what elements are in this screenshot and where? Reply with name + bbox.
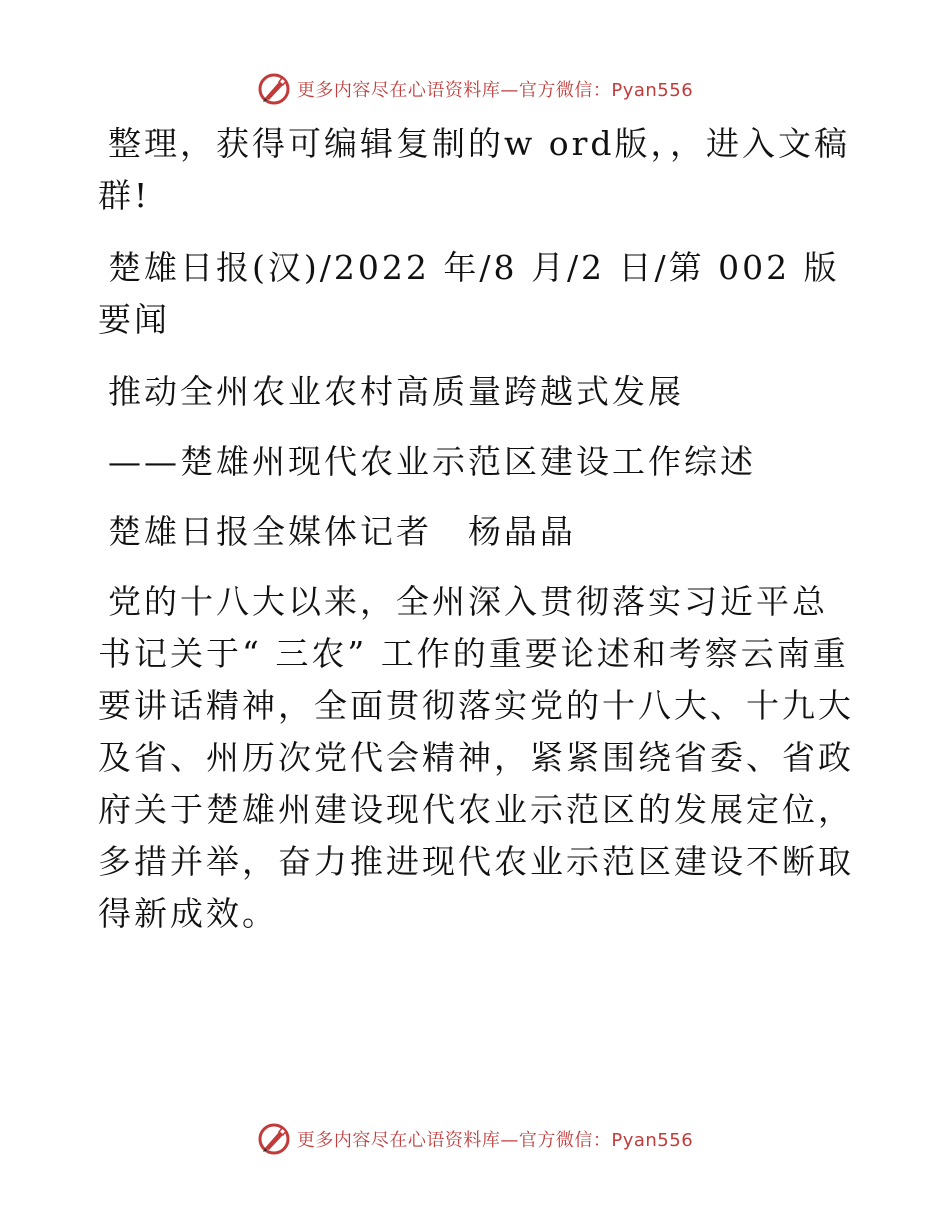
source-line: 楚雄日报(汉)/2022 年/8 月/2 日/第 002 版要闻 <box>98 248 840 339</box>
banner-separator: — <box>500 1130 519 1151</box>
pen-logo-icon <box>257 72 291 106</box>
banner-separator: — <box>500 80 519 101</box>
intro-note: 整理，获得可编辑复制的w ord版，，进入文稿群! <box>98 124 851 215</box>
headline: 推动全州农业农村高质量跨越式发展 <box>108 372 684 411</box>
document-body <box>98 118 858 960</box>
subheadline: ——楚雄州现代农业示范区建设工作综述 <box>108 442 756 481</box>
byline: 楚雄日报全媒体记者 杨晶晶 <box>108 512 576 551</box>
pen-logo-icon <box>257 1122 291 1156</box>
banner-contact-text: 官方微信：Pyan556 <box>518 80 694 101</box>
footer-banner <box>0 1122 950 1156</box>
banner-site-text: 更多内容尽在心语资料库 <box>296 80 501 101</box>
banner-contact-text: 官方微信：Pyan556 <box>518 1130 694 1151</box>
body-paragraph: 党的十八大以来，全州深入贯彻落实习近平总书记关于“ 三农” 工作的重要论述和考察云南重要讲话精神，全面贯彻落实党的十八大、十九大及省、州历次党代会精神，紧紧围绕省委、省政府关于楚雄州建设现代农业示范区的发展定位，多措并举，奋力推进现代农业示范区建设不断取得新成效。 <box>98 582 854 933</box>
banner-site-text: 更多内容尽在心语资料库 <box>296 1130 501 1151</box>
header-banner <box>0 72 950 106</box>
